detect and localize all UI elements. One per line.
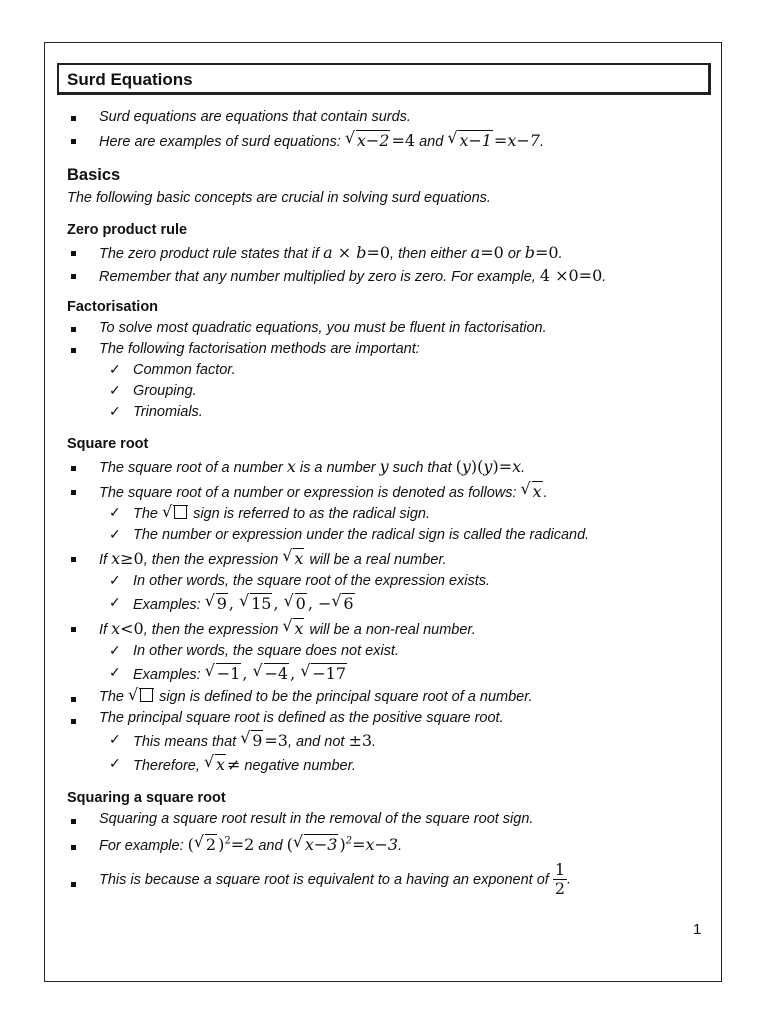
zero-product-line-1: The zero product rule states that if a × b=0, then either a=0 or b=0. bbox=[99, 243, 563, 262]
page-title: Surd Equations bbox=[67, 70, 193, 89]
zero-product-line-2: Remember that any number multiplied by zero is zero. For example, 4 ×0=0. bbox=[99, 266, 607, 285]
square-root-line-6: The principal square root is defined as the positive square root. bbox=[99, 710, 504, 726]
bullet bbox=[71, 557, 76, 562]
square-root-line-4: If x<0, then the expression √ x will be a non-real number. bbox=[99, 619, 476, 638]
check-icon: ✓ bbox=[109, 664, 121, 680]
method-item: Grouping. bbox=[133, 383, 197, 399]
bullet bbox=[71, 116, 76, 121]
check-icon: ✓ bbox=[109, 382, 121, 398]
squaring-line-2: For example: (√ 2 )$^2$=2 and (√ x−3 )$^2$=x−3. bbox=[99, 835, 402, 854]
square-root-heading: Square root bbox=[67, 436, 149, 452]
bullet bbox=[71, 819, 76, 824]
check-icon: ✓ bbox=[109, 504, 121, 520]
squaring-line-3: This is because a square root is equivalent to a having an exponent of $\frac{1}{2}$ . bbox=[99, 860, 572, 898]
bullet bbox=[71, 348, 76, 353]
bullet bbox=[71, 139, 76, 144]
factorisation-heading: Factorisation bbox=[67, 299, 159, 315]
bullet bbox=[71, 697, 76, 702]
square-root-check-7: This means that √ 9 =3, and not ±3. bbox=[133, 731, 376, 750]
square-root-line-5: The √ sign is defined to be the principal square root of a number. bbox=[99, 688, 533, 705]
square-root-line-2: The square root of a number or expression is denoted as follows: √ x . bbox=[99, 482, 548, 501]
basics-description: The following basic concepts are crucial in solving surd equations. bbox=[67, 190, 491, 206]
bullet bbox=[71, 327, 76, 332]
square-root-check-1: The √ sign is referred to as the radical sign. bbox=[133, 505, 430, 522]
check-icon: ✓ bbox=[109, 572, 121, 588]
square-root-check-5: In other words, the square does not exist. bbox=[133, 643, 399, 659]
bullet bbox=[71, 719, 76, 724]
zero-product-heading: Zero product rule bbox=[67, 222, 188, 238]
square-root-check-3: In other words, the square root of the expression exists. bbox=[133, 573, 491, 589]
bullet bbox=[71, 251, 76, 256]
intro-line-2: Here are examples of surd equations: √ x−2 =4 and √ x−1 =x−7. bbox=[99, 131, 544, 150]
check-icon: ✓ bbox=[109, 642, 121, 658]
title-box bbox=[57, 63, 711, 95]
fraction-one-half: $\frac{1}{2}$ bbox=[554, 860, 566, 898]
check-icon: ✓ bbox=[109, 731, 121, 747]
factorisation-line-1: To solve most quadratic equations, you must be fluent in factorisation. bbox=[99, 320, 547, 336]
bullet bbox=[71, 845, 76, 850]
squaring-line-1: Squaring a square root result in the removal of the square root sign. bbox=[99, 811, 534, 827]
square-root-line-1: The square root of a number x is a number y such that (y)(y)=x. bbox=[99, 457, 526, 476]
bullet bbox=[71, 882, 76, 887]
square-root-line-3: If x≥0, then the expression √ x will be a real number. bbox=[99, 549, 447, 568]
basics-heading: Basics bbox=[67, 166, 121, 184]
intro-line-1: Surd equations are equations that contain surds. bbox=[99, 109, 411, 125]
square-root-check-2: The number or expression under the radical sign is called the radicand. bbox=[133, 527, 590, 543]
check-icon: ✓ bbox=[109, 755, 121, 771]
method-item: Trinomials. bbox=[133, 404, 203, 420]
square-root-check-8: Therefore, √ x ≠ negative number. bbox=[133, 755, 356, 774]
check-icon: ✓ bbox=[109, 594, 121, 610]
bullet bbox=[71, 627, 76, 632]
check-icon: ✓ bbox=[109, 403, 121, 419]
squaring-heading: Squaring a square root bbox=[67, 790, 226, 806]
square-root-check-4: Examples: √ 9 , √ 15 , √ 0 , −√ 6 bbox=[133, 594, 356, 613]
page-number: 1 bbox=[693, 921, 702, 938]
document-page bbox=[44, 42, 722, 982]
bullet bbox=[71, 466, 76, 471]
factorisation-line-2: The following factorisation methods are important: bbox=[99, 341, 420, 357]
check-icon: ✓ bbox=[109, 361, 121, 377]
check-icon: ✓ bbox=[109, 526, 121, 542]
bullet bbox=[71, 490, 76, 495]
square-root-check-6: Examples: √ −1 , √ −4 , √ −17 bbox=[133, 664, 348, 683]
bullet bbox=[71, 274, 76, 279]
method-item: Common factor. bbox=[133, 362, 236, 378]
